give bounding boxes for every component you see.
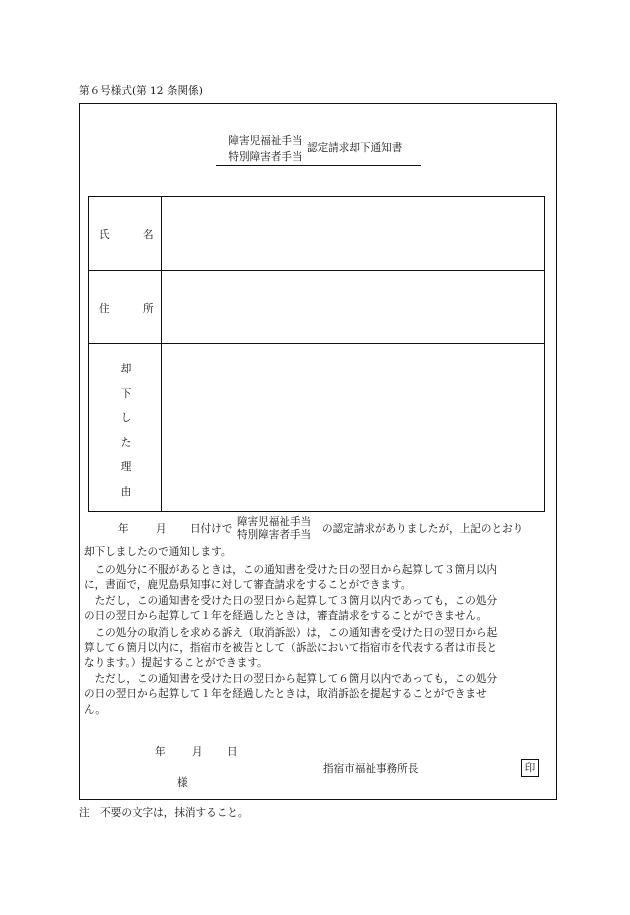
date-year: 年 xyxy=(118,523,129,535)
body-line: ただし，この通知書を受けた日の翌日から起算して３箇月以内であっても，この処分 xyxy=(84,595,498,607)
title-allowance-2: 特別障害者手当 xyxy=(228,151,303,163)
reason-char: し xyxy=(120,412,132,424)
body-line: ん。 xyxy=(84,704,106,716)
date-month: 月 xyxy=(156,523,167,535)
reason-char: 由 xyxy=(120,485,132,498)
body-line: ただし，この通知書を受けた日の翌日から起算して６箇月以内であっても，この処分 xyxy=(84,673,498,685)
reason-char: た xyxy=(120,436,132,449)
reason-char: 理 xyxy=(120,461,132,473)
reason-label xyxy=(119,357,133,504)
body-line: なります。）提起することができます。 xyxy=(84,657,268,669)
reason-field[interactable] xyxy=(162,344,544,511)
body-line: 算して６箇月以内に，指宿市を被告として（訴訟において指宿市を代表する者は市長と xyxy=(84,642,498,654)
title-allowance-stack xyxy=(223,133,308,165)
body-line: に，書面で，鹿児島県知事に対して審査請求をすることができます。 xyxy=(84,579,412,591)
body-allowance-stack xyxy=(237,516,311,541)
reason-char: 下 xyxy=(120,387,132,400)
form-number-label: 第６号様式(第 12 条関係) xyxy=(79,85,203,97)
address-label-2: 所 xyxy=(143,303,154,315)
body-line: の日の翌日から起算して１年を経過したときは，取消訴訟を提起することができませ xyxy=(84,688,487,700)
body-line-1-suffix: の認定請求がありましたが，上記のとおり xyxy=(322,523,524,535)
note: 注 不要の文字は，抹消すること。 xyxy=(79,807,249,819)
body-allowance-1: 障害児福祉手当 xyxy=(237,516,312,528)
title-allowance-1: 障害児福祉手当 xyxy=(228,135,303,147)
date-day-prefix: 日付けで xyxy=(190,523,233,535)
address-field[interactable] xyxy=(162,271,544,343)
info-table xyxy=(88,196,545,512)
body-line: この処分の取消しを求める訴え（取消訴訟）は，この通知書を受けた日の翌日から起 xyxy=(84,627,498,639)
issue-day: 日 xyxy=(227,746,238,758)
body-allowance-2: 特別障害者手当 xyxy=(237,528,312,541)
reason-char: 却 xyxy=(120,363,132,375)
address-label-1: 住 xyxy=(99,303,110,315)
body-line: この処分に不服があるときは，この通知書を受けた日の翌日から起算して３箇月以内 xyxy=(84,564,498,576)
name-label-1: 氏 xyxy=(99,229,110,241)
recipient-suffix: 様 xyxy=(177,777,188,789)
title-underline xyxy=(216,165,421,166)
seal-mark: 印 xyxy=(521,759,539,777)
body-line: 却下しましたので通知します。 xyxy=(84,546,232,558)
name-field[interactable] xyxy=(162,197,544,270)
title-suffix: 認定請求却下通知書 xyxy=(307,142,403,154)
office-name: 指宿市福祉事務所長 xyxy=(323,763,419,775)
body-line: の日の翌日から起算して１年を経過したときは，審査請求をすることができません。 xyxy=(84,610,488,622)
name-label-2: 名 xyxy=(143,229,154,241)
issue-year: 年 xyxy=(155,746,166,758)
issue-month: 月 xyxy=(192,746,203,758)
